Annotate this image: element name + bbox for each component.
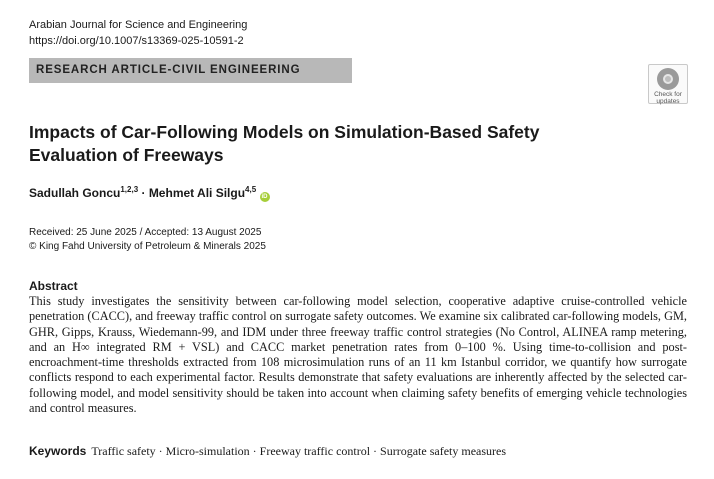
article-type-banner: RESEARCH ARTICLE-CIVIL ENGINEERING [29,58,352,83]
check-for-updates-button[interactable] [648,64,688,104]
author-affiliation: 4,5 [245,185,257,194]
journal-name: Arabian Journal for Science and Engineering [29,19,248,31]
keywords-label: Keywords [29,444,87,458]
author-affiliation: 1,2,3 [120,185,139,194]
orcid-icon[interactable]: iD [261,194,268,200]
keywords-list: Traffic safety · Micro-simulation · Freeway traffic control · Surrogate safety measures [91,444,507,458]
check-updates-icon [657,68,679,90]
publication-dates: Received: 25 June 2025 / Accepted: 13 August 2025 [29,227,262,238]
abstract-text: This study investigates the sensitivity between car-following model selection, cooperative adaptive cruise-controlled vehicle penetration (CACC), and freeway traffic control on surrogate safety outcomes. We examine six calibrated car-following models, GM, GHR, Gipps, Krauss, Wiedemann-99, and IDM under three freeway traffic control strategies (No Control, ALINEA ramp metering, and an H∞ integrated RM + VSL) and CACC market penetration rates from 0–100 %. Using time-to-collision and post-encroachment-time thresholds extracted from 108 microsimulation runs of an 11 km Istanbul corridor, we quantify how surrogate conflicts respond to each experimental factor. Results demonstrate that safety evaluations are inherently affected by the selected car-following model, and model sensitivity should be taken into account when claiming safety benefits of emerging vehicle technologies and control measures. [29,294,687,416]
author-name[interactable]: Sadullah Goncu [29,186,121,200]
copyright-notice: © King Fahd University of Petroleum & Minerals 2025 [29,241,266,252]
abstract-heading: Abstract [29,279,78,293]
author-list [29,186,270,202]
doi-link[interactable]: https://doi.org/10.1007/s13369-025-10591-2 [29,35,244,47]
article-title: Impacts of Car-Following Models on Simulation-Based Safety Evaluation of Freeways [29,122,540,165]
author-separator: · [138,186,149,200]
check-updates-label: Check for updates [654,91,682,105]
author-name[interactable]: Mehmet Ali Silgu [148,186,246,200]
keywords-section [29,444,506,459]
